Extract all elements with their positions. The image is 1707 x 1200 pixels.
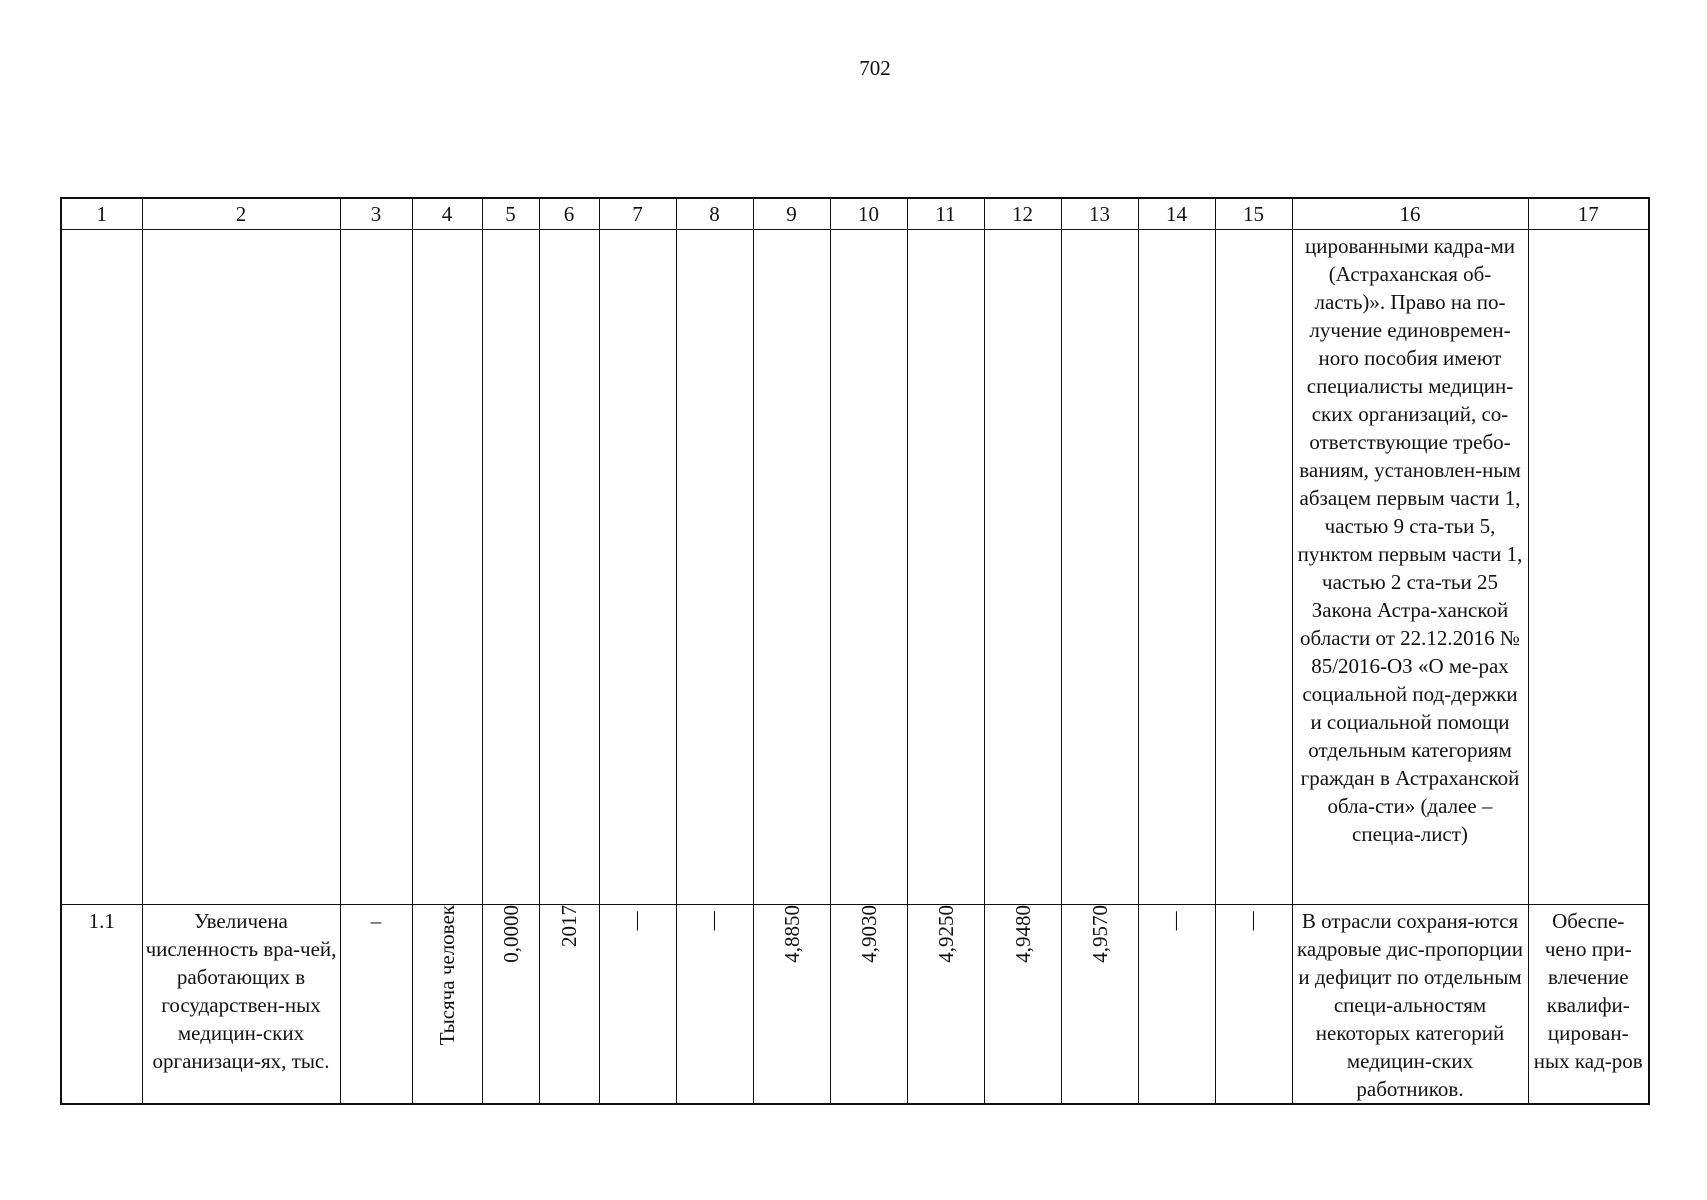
header-cell: 3: [340, 198, 412, 230]
header-cell: 6: [539, 198, 599, 230]
row-number: [61, 905, 142, 1105]
unit-cell: [412, 905, 482, 1105]
empty-cell: [830, 230, 907, 905]
header-cell: 9: [753, 198, 830, 230]
indicator-name: [142, 905, 340, 1105]
header-cell: 10: [830, 198, 907, 230]
empty-cell: [753, 230, 830, 905]
header-cell: 5: [482, 198, 539, 230]
col3-cell: [340, 905, 412, 1105]
result-text: Обеспе-чено при-влечение квалифи-цирован-ных кад-ров: [1533, 909, 1643, 1073]
header-cell: 7: [599, 198, 676, 230]
col8-dash: |: [712, 907, 717, 931]
empty-cell: [1215, 230, 1292, 905]
assessment-cell: [1292, 905, 1528, 1105]
col7-cell: [599, 905, 676, 1105]
header-cell: 8: [676, 198, 753, 230]
empty-cell: [984, 230, 1061, 905]
col14-dash: |: [1174, 907, 1179, 931]
value-11: 4,9250: [933, 905, 958, 963]
value-12: 4,9480: [1010, 905, 1035, 963]
empty-cell: [1528, 230, 1649, 905]
assessment-text: В отрасли сохраня-ются кадровые дис-пропорции и дефицит по отдельным специ-альностям некоторых категорий медицин-ских работников.: [1297, 909, 1523, 1101]
col3-dash: –: [370, 909, 382, 933]
result-cell: [1528, 905, 1649, 1105]
empty-cell: [907, 230, 984, 905]
unit-text: Тысяча человек: [435, 905, 459, 1046]
empty-cell: [412, 230, 482, 905]
base-year-cell: [539, 905, 599, 1105]
header-cell: 1: [61, 198, 142, 230]
indicator-name-text: Увеличена численность вра-чей, работающих в государствен-ных медицин-ских организаци-ях, тыс.: [145, 909, 337, 1073]
header-cell: 16: [1292, 198, 1528, 230]
col15-cell: [1215, 905, 1292, 1105]
header-cell: 14: [1138, 198, 1215, 230]
header-cell: 17: [1528, 198, 1649, 230]
base-year: 2017: [557, 905, 581, 947]
empty-cell: [482, 230, 539, 905]
header-cell: 13: [1061, 198, 1138, 230]
row-number-text: 1.1: [88, 909, 115, 933]
value-cell-13: [1061, 905, 1138, 1105]
header-row: [61, 198, 1649, 230]
col8-cell: [676, 905, 753, 1105]
value-cell-9: [753, 905, 830, 1105]
continuation-row: [61, 230, 1649, 905]
empty-cell: [61, 230, 142, 905]
empty-cell: [599, 230, 676, 905]
continuation-description: [1292, 230, 1528, 905]
header-cell: 11: [907, 198, 984, 230]
value-cell-12: [984, 905, 1061, 1105]
value-cell-11: [907, 905, 984, 1105]
empty-cell: [340, 230, 412, 905]
table-row: [61, 905, 1649, 1105]
indicators-table: [60, 197, 1650, 1105]
empty-cell: [1061, 230, 1138, 905]
empty-cell: [142, 230, 340, 905]
header-cell: 12: [984, 198, 1061, 230]
value-13: 4,9570: [1087, 905, 1112, 963]
col15-dash: |: [1251, 907, 1256, 931]
empty-cell: [539, 230, 599, 905]
page-number: 702: [859, 56, 891, 80]
col7-dash: |: [635, 907, 640, 931]
base-value: 0,0000: [498, 905, 523, 963]
value-10: 4,9030: [856, 905, 881, 963]
col14-cell: [1138, 905, 1215, 1105]
header-cell: 2: [142, 198, 340, 230]
base-value-cell: [482, 905, 539, 1105]
continuation-text: цированными кадра-ми (Астраханская об-ласть)». Право на по-лучение единовремен-ного пособия имеют специалисты медицин-ских организаций, со-ответствующие требо-ваниям, установлен-ным абзацем первым части 1, частью 9 ста-тьи 5, пунктом первым части 1, частью 2 ста-тьи 25 Закона Астра-ханской области от 22.12.2016 № 85/2016-ОЗ «О ме-рах социальной под-держки и социальной помощи отдельным категориям граждан в Астраханской обла-сти» (далее – специа-лист): [1297, 234, 1523, 846]
header-cell: 15: [1215, 198, 1292, 230]
empty-cell: [1138, 230, 1215, 905]
empty-cell: [676, 230, 753, 905]
value-9: 4,8850: [779, 905, 804, 963]
header-cell: 4: [412, 198, 482, 230]
value-cell-10: [830, 905, 907, 1105]
